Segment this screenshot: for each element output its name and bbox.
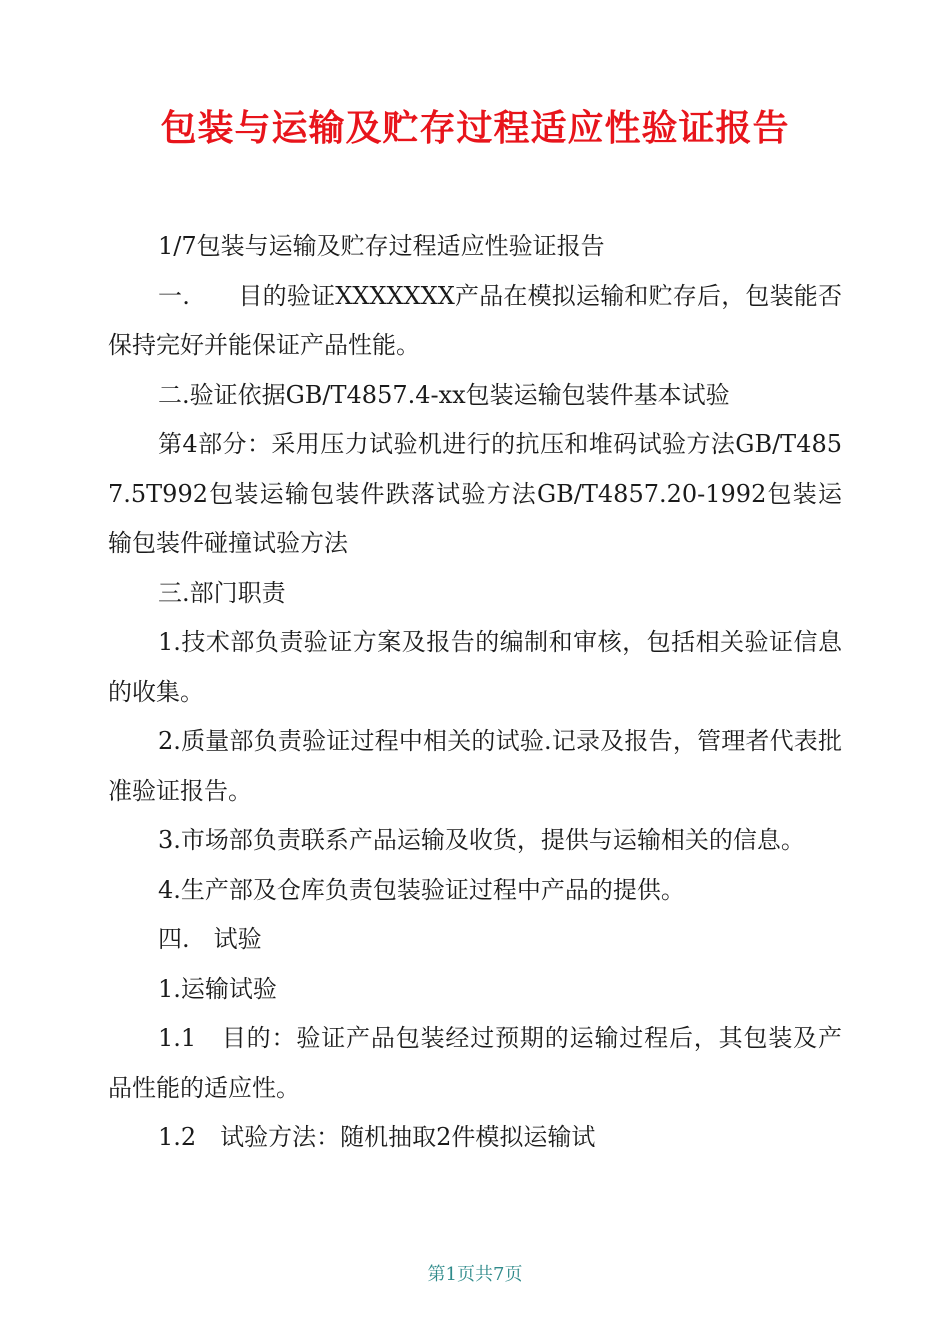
paragraph-standards: 第4部分：采用压力试验机进行的抗压和堆码试验方法GB/T4857.5T992包装运输包装件跌落试验方法GB/T4857.20-1992包装运输包装件碰撞试验方法 (108, 430, 842, 557)
paragraph-section-test: 四. 试验 (158, 925, 262, 953)
paragraph-duty-quality: 2.质量部负责验证过程中相关的试验.记录及报告，管理者代表批准验证报告。 (108, 727, 842, 805)
document-body (108, 222, 842, 1163)
paragraph-duty-tech: 1.技术部负责验证方案及报告的编制和审核，包括相关验证信息的收集。 (108, 628, 842, 706)
page-footer: 第1页共7页 (427, 1264, 523, 1285)
paragraph-duty-production: 4.生产部及仓库负责包装验证过程中产品的提供。 (158, 875, 685, 904)
paragraph-transport-test: 1.运输试验 (158, 974, 277, 1003)
paragraph-duty-market: 3.市场部负责联系产品运输及收货，提供与运输相关的信息。 (158, 826, 805, 854)
paragraph-basis: 二.验证依据GB/T4857.4-xx包装运输包装件基本试验 (158, 380, 730, 409)
document-title: 包装与运输及贮存过程适应性验证报告 (160, 108, 790, 149)
paragraph-test-purpose: 1.1 目的：验证产品包装经过预期的运输过程后，其包装及产品性能的适应性。 (108, 1024, 842, 1102)
paragraph-section-duties: 三.部门职责 (158, 578, 286, 607)
paragraph-purpose: 一. 目的验证XXXXXXX产品在模拟运输和贮存后，包装能否保持完好并能保证产品性能。 (108, 281, 842, 359)
paragraph-test-method: 1.2 试验方法：随机抽取2件模拟运输试 (158, 1123, 596, 1151)
paragraph-heading-ref: 1/7包装与运输及贮存过程适应性验证报告 (158, 232, 605, 260)
